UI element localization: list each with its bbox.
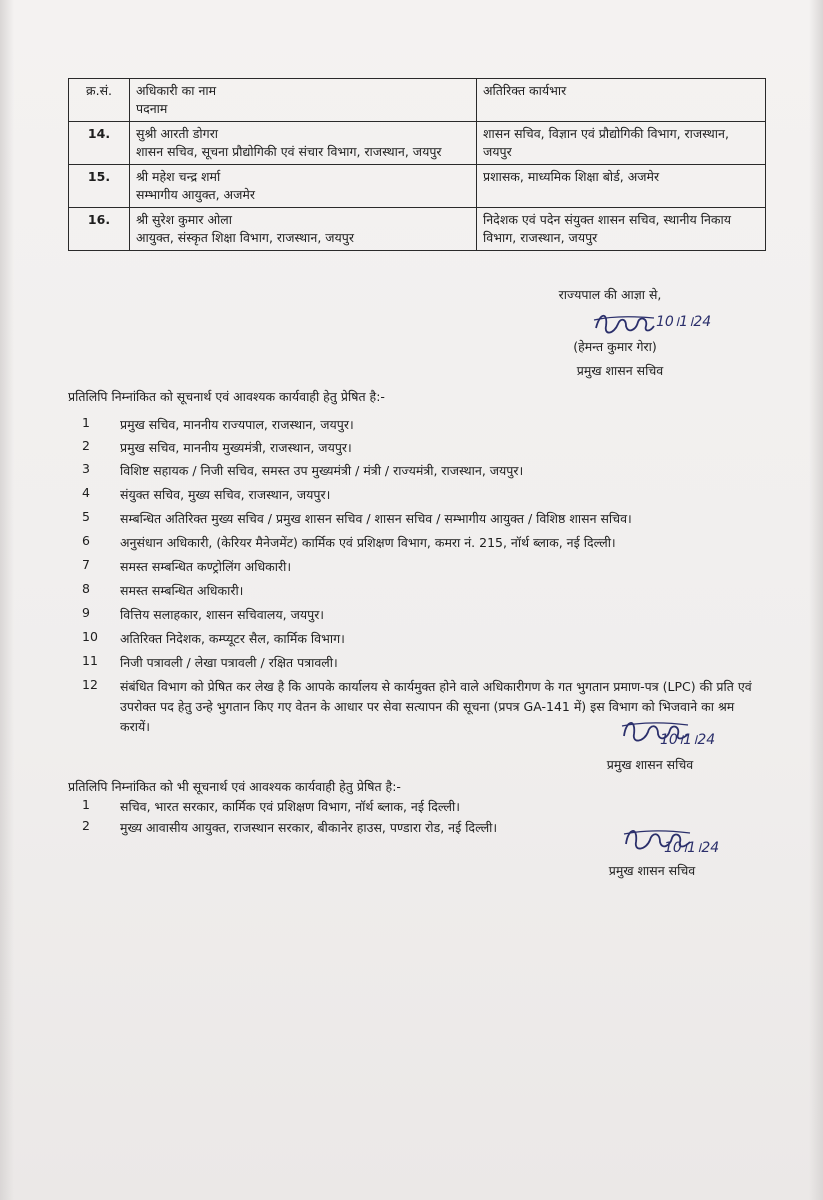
- officer-designation: आयुक्त, संस्कृत शिक्षा विभाग, राजस्थान, जयपुर: [136, 230, 355, 245]
- officer-name: श्री सुरेश कुमार ओला: [136, 212, 232, 227]
- list-item: [68, 509, 768, 533]
- item-number: 1: [82, 415, 90, 430]
- signature-date: 10।1।24: [656, 314, 712, 330]
- list-item: [68, 653, 768, 677]
- list-item: [68, 629, 768, 653]
- additional-charge: शासन सचिव, विज्ञान एवं प्रौद्योगिकी विभाग, राजस्थान, जयपुर: [477, 122, 766, 165]
- item-text: विशिष्ट सहायक / निजी सचिव, समस्त उप मुख्यमंत्री / मंत्री / राज्यमंत्री, राजस्थान, जयपुर।: [120, 463, 524, 478]
- item-text: निजी पत्रावली / लेखा पत्रावली / रक्षित पत्रावली।: [120, 655, 338, 670]
- copy-heading-1: प्रतिलिपि निम्नांकित को सूचनार्थ एवं आवश्यक कार्यवाही हेतु प्रेषित है:-: [68, 389, 385, 404]
- list-item: [68, 557, 768, 581]
- item-text: मुख्य आवासीय आयुक्त, राजस्थान सरकार, बीकानेर हाउस, पण्डारा रोड, नई दिल्ली।: [120, 820, 498, 835]
- item-number: 1: [82, 797, 90, 812]
- row-officer: [130, 165, 477, 208]
- item-number: 6: [82, 533, 90, 548]
- item-number: 10: [82, 629, 98, 644]
- header-serial: क्र.सं.: [69, 79, 130, 122]
- row-officer: [130, 122, 477, 165]
- officers-table: [68, 78, 766, 251]
- item-text: संयुक्त सचिव, मुख्य सचिव, राजस्थान, जयपुर।: [120, 487, 331, 502]
- header-officer-name: अधिकारी का नाम: [136, 83, 217, 98]
- item-number: 8: [82, 581, 90, 596]
- page-edge-shadow: [809, 0, 823, 1200]
- copy-recipient-list-1: [68, 415, 768, 741]
- list-item: [68, 533, 768, 557]
- list-item: [68, 438, 768, 461]
- additional-charge: प्रशासक, माध्यमिक शिक्षा बोर्ड, अजमेर: [477, 165, 766, 208]
- item-text: अतिरिक्त निदेशक, कम्प्यूटर सैल, कार्मिक विभाग।: [120, 631, 345, 646]
- officer-designation: शासन सचिव, सूचना प्रौद्योगिकी एवं संचार विभाग, राजस्थान, जयपुर: [136, 144, 442, 159]
- additional-charge: निदेशक एवं पदेन संयुक्त शासन सचिव, स्थानीय निकाय विभाग, राजस्थान, जयपुर: [477, 208, 766, 251]
- signature-date: 10।1।24: [660, 732, 716, 748]
- signatory-title: प्रमुख शासन सचिव: [576, 363, 664, 378]
- table-row: [69, 122, 766, 165]
- table-row: [69, 208, 766, 251]
- item-text: समस्त सम्बन्धित अधिकारी।: [120, 583, 244, 598]
- copy-heading-2: प्रतिलिपि निम्नांकित को भी सूचनार्थ एवं आवश्यक कार्यवाही हेतु प्रेषित है:-: [68, 779, 401, 794]
- item-number: 5: [82, 509, 90, 524]
- item-number: 3: [82, 461, 90, 476]
- item-text: संबंधित विभाग को प्रेषित कर लेख है कि आपके कार्यालय से कार्यमुक्त होने वाले अधिकारीगण के गत भुगतान प्रमाण-पत्र (LPC) की प्रति एवं उपरोक्त पद हेतु उन्हे भुगतान किए गए वेतन के आधार पर सेवा सत्यापन की सूचना (प्रपत्र GA-141 में) इस विभाग को भिजवाने का श्रम करायें।: [120, 679, 752, 734]
- item-text: वित्तिय सलाहकार, शासन सचिवालय, जयपुर।: [120, 607, 325, 622]
- signatory-title: प्रमुख शासन सचिव: [608, 863, 696, 878]
- item-text: प्रमुख सचिव, माननीय मुख्यमंत्री, राजस्थान, जयपुर।: [120, 440, 352, 455]
- row-serial: 15.: [69, 165, 130, 208]
- row-officer: [130, 208, 477, 251]
- table-row: [69, 165, 766, 208]
- row-serial: 14.: [69, 122, 130, 165]
- item-text: प्रमुख सचिव, माननीय राज्यपाल, राजस्थान, जयपुर।: [120, 417, 354, 432]
- item-number: 2: [82, 818, 90, 833]
- item-number: 9: [82, 605, 90, 620]
- officer-name: श्री महेश चन्द्र शर्मा: [136, 169, 221, 184]
- list-item: [68, 797, 768, 818]
- governor-order-line: राज्यपाल की आज्ञा से,: [558, 287, 662, 302]
- item-number: 2: [82, 438, 90, 453]
- item-number: 4: [82, 485, 90, 500]
- list-item: [68, 485, 768, 509]
- signature-date: 10।1।24: [664, 840, 720, 856]
- row-serial: 16.: [69, 208, 130, 251]
- list-item: [68, 581, 768, 605]
- officer-name: सुश्री आरती डोगरा: [136, 126, 219, 141]
- item-text: सचिव, भारत सरकार, कार्मिक एवं प्रशिक्षण विभाग, नॉर्थ ब्लाक, नई दिल्ली।: [120, 799, 460, 814]
- header-designation: पदनाम: [136, 101, 168, 116]
- signatory-name: (हेमन्त कुमार गेरा): [573, 339, 657, 354]
- list-item: [68, 415, 768, 438]
- officer-designation: सम्भागीय आयुक्त, अजमेर: [136, 187, 255, 202]
- header-officer: [130, 79, 477, 122]
- item-text: सम्बन्धित अतिरिक्त मुख्य सचिव / प्रमुख शासन सचिव / शासन सचिव / सम्भागीय आयुक्त / विशिष्ठ शासन सचिव।: [120, 511, 632, 526]
- header-additional-charge: अतिरिक्त कार्यभार: [477, 79, 766, 122]
- item-number: 11: [82, 653, 98, 668]
- item-text: अनुसंधान अधिकारी, (केरियर मैनेजमेंट) कार्मिक एवं प्रशिक्षण विभाग, कमरा नं. 215, नॉर्थ ब्लाक, नई दिल्ली।: [120, 535, 616, 550]
- signatory-title: प्रमुख शासन सचिव: [606, 757, 694, 772]
- signature-block-governor-order: [530, 286, 690, 303]
- item-number: 12: [82, 677, 98, 692]
- list-item: [68, 461, 768, 485]
- page-edge-shadow: [0, 0, 14, 1200]
- list-item: [68, 605, 768, 629]
- item-text: समस्त सम्बन्धित कण्ट्रोलिंग अधिकारी।: [120, 559, 292, 574]
- item-number: 7: [82, 557, 90, 572]
- table-header-row: [69, 79, 766, 122]
